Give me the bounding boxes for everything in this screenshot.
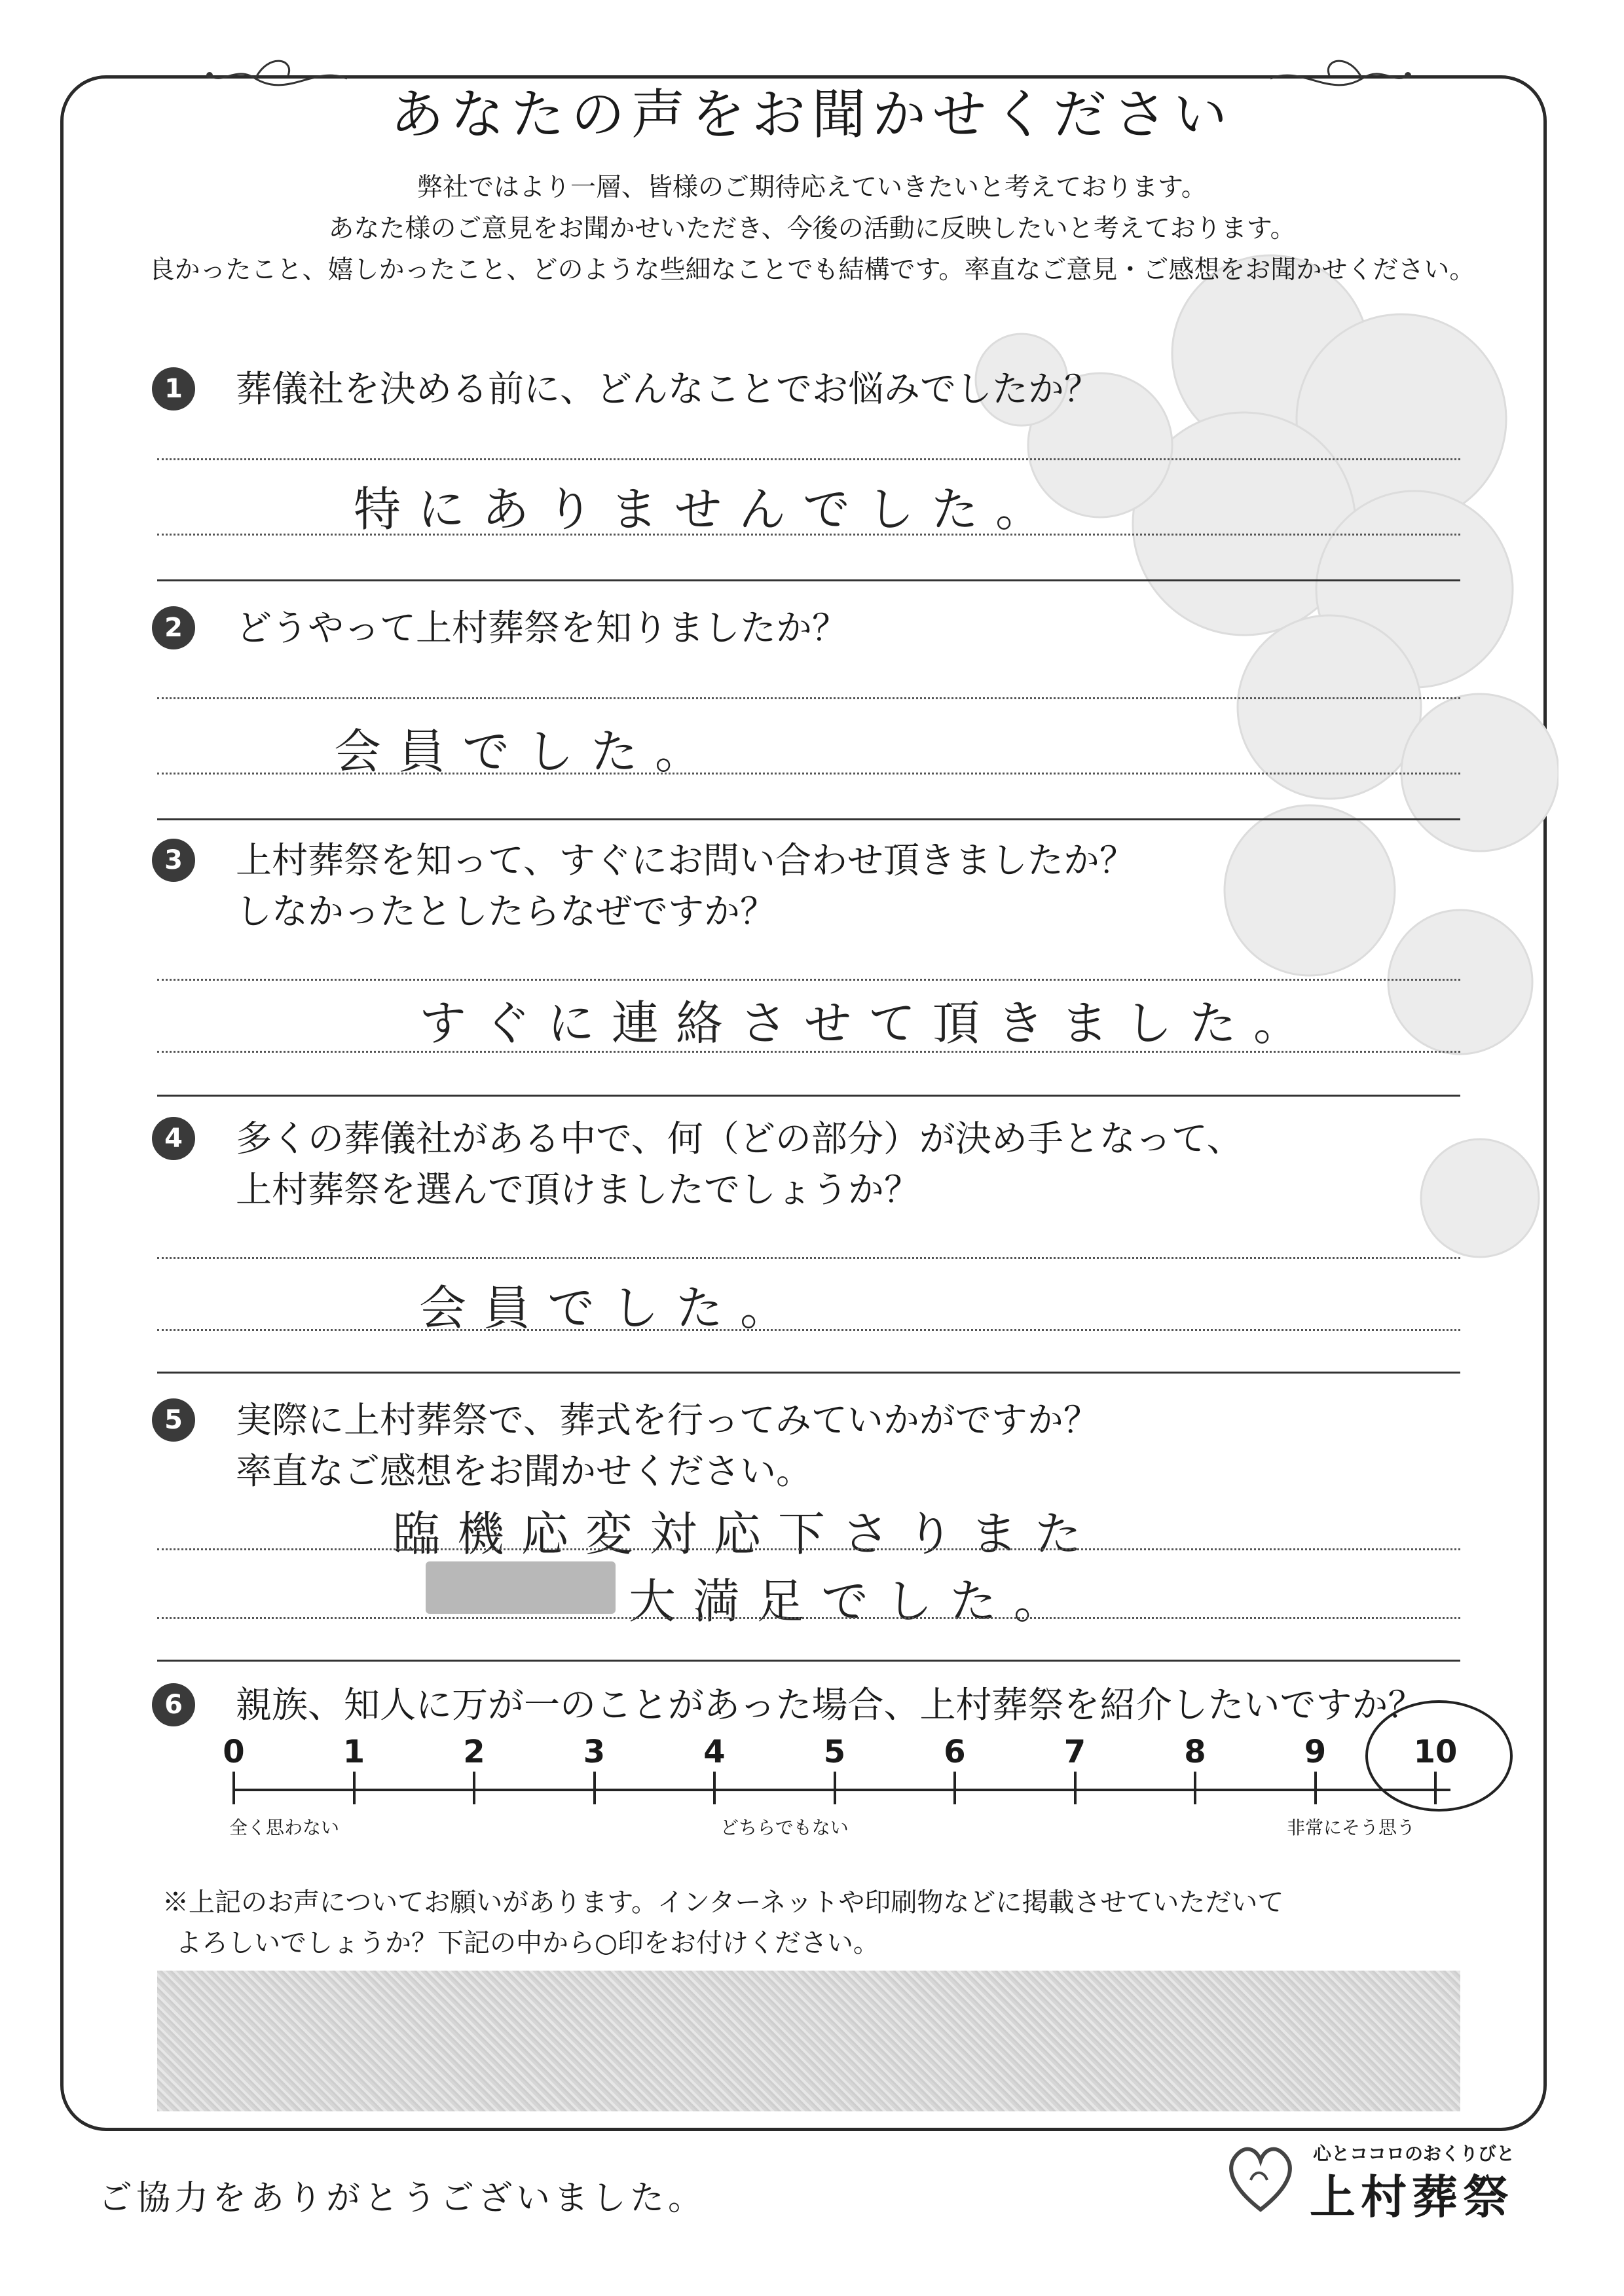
scale-number: 3	[583, 1734, 606, 1770]
section-divider	[157, 818, 1460, 820]
redacted-consent-area	[157, 1971, 1460, 2111]
scale-label-low: 全く思わない	[229, 1817, 340, 1838]
answer-line	[157, 1257, 1460, 1259]
scale-number: 6	[944, 1734, 966, 1770]
heart-logo-icon	[1218, 2134, 1303, 2219]
question-text: 親族、知人に万が一のことがあった場合、上村葬祭を紹介したいですか？	[236, 1684, 1424, 1726]
scale-number: 9	[1304, 1734, 1327, 1770]
scale-number: 7	[1063, 1734, 1086, 1770]
scale-tick	[473, 1772, 475, 1804]
question-number-badge: 1	[152, 367, 195, 410]
intro-text	[0, 167, 1624, 291]
question-text: どうやって上村葬祭を知りましたか？	[236, 607, 849, 649]
question-number-badge: 6	[152, 1683, 195, 1726]
scale-number: 10	[1413, 1734, 1458, 1770]
answer-line	[157, 773, 1460, 774]
question-number-badge: 5	[152, 1398, 195, 1442]
scale-number: 0	[223, 1734, 245, 1770]
publication-note	[162, 1882, 1283, 1963]
answer-text: すぐに連絡させて頂きました。	[419, 996, 1318, 1051]
section-divider	[157, 579, 1460, 581]
intro-line: 弊社ではより一層、皆様のご期待応えていきたいと考えております。	[417, 173, 1207, 202]
question-text: しなかったとしたらなぜですか？	[236, 890, 777, 932]
answer-text: 会員でした。	[334, 724, 720, 779]
answer-line	[157, 1051, 1460, 1053]
scale-label-mid: どちらでもない	[720, 1817, 849, 1838]
section-divider	[157, 1372, 1460, 1374]
answer-line	[157, 1329, 1460, 1331]
scale-tick	[713, 1772, 716, 1804]
redacted-name	[426, 1561, 616, 1614]
scale-tick	[1314, 1772, 1317, 1804]
question-text: 率直なご感想をお聞かせください。	[236, 1450, 813, 1492]
question-text: 多くの葬儀社がある中で、何（どの部分）が決め手となって、	[236, 1118, 1243, 1159]
answer-text: 臨機応変対応下さりまた	[393, 1506, 1099, 1561]
scale-number: 2	[463, 1734, 485, 1770]
answer-line	[157, 534, 1460, 536]
scale-tick	[232, 1772, 235, 1804]
answer-text: 大満足でした。	[629, 1574, 1079, 1629]
answer-text: 特にありませんでした。	[354, 482, 1060, 537]
scale-tick	[593, 1772, 596, 1804]
logo-name: 上村葬祭	[1310, 2170, 1514, 2224]
page-title: あなたの声をお聞かせください	[0, 72, 1624, 149]
note-line: ※上記のお声についてお願いがあります。インターネットや印刷物などに掲載させていただいて	[162, 1887, 1284, 1918]
thanks-message: ご協力をありがとうございました。	[98, 2179, 707, 2218]
scale-tick	[953, 1772, 956, 1804]
note-line: よろしいでしょうか？下記の中から○印をお付けください。	[175, 1928, 879, 1958]
clover-watermark-icon	[904, 249, 1559, 1362]
scale-tick	[353, 1772, 356, 1804]
answer-text: 会員でした。	[419, 1281, 805, 1336]
scale-number: 1	[342, 1734, 365, 1770]
question-number-badge: 4	[152, 1117, 195, 1160]
scale-number: 4	[703, 1734, 726, 1770]
answer-line	[157, 458, 1460, 460]
selected-rating-circle	[1365, 1700, 1513, 1812]
question-number-badge: 2	[152, 606, 195, 649]
scale-tick	[834, 1772, 836, 1804]
scale-number: 5	[823, 1734, 846, 1770]
question-text: 上村葬祭を選んで頂けましたでしょうか？	[236, 1169, 921, 1211]
scale-number: 8	[1184, 1734, 1206, 1770]
question-number-badge: 3	[152, 839, 195, 882]
answer-line	[157, 1617, 1460, 1619]
question-text: 上村葬祭を知って、すぐにお問い合わせ頂きましたか？	[236, 839, 1135, 881]
question-text: 葬儀社を決める前に、どんなことでお悩みでしたか？	[236, 368, 1101, 410]
rating-scale-bar	[232, 1789, 1450, 1791]
scale-tick	[1194, 1772, 1196, 1804]
scale-label-high: 非常にそう思う	[1287, 1817, 1416, 1838]
answer-line	[157, 697, 1460, 699]
question-text: 実際に上村葬祭で、葬式を行ってみていかがですか？	[236, 1399, 1099, 1441]
intro-line: 良かったこと、嬉しかったこと、どのような些細なことでも結構です。率直なご意見・ご感想をお聞かせください。	[149, 255, 1475, 285]
answer-line	[157, 979, 1460, 981]
section-divider	[157, 1660, 1460, 1662]
scale-tick	[1074, 1772, 1077, 1804]
logo-tagline: 心とココロのおくりびと	[1313, 2143, 1515, 2164]
section-divider	[157, 1095, 1460, 1097]
answer-line	[157, 1548, 1460, 1550]
intro-line: あなた様のご意見をお聞かせいただき、今後の活動に反映したいと考えております。	[328, 214, 1296, 244]
